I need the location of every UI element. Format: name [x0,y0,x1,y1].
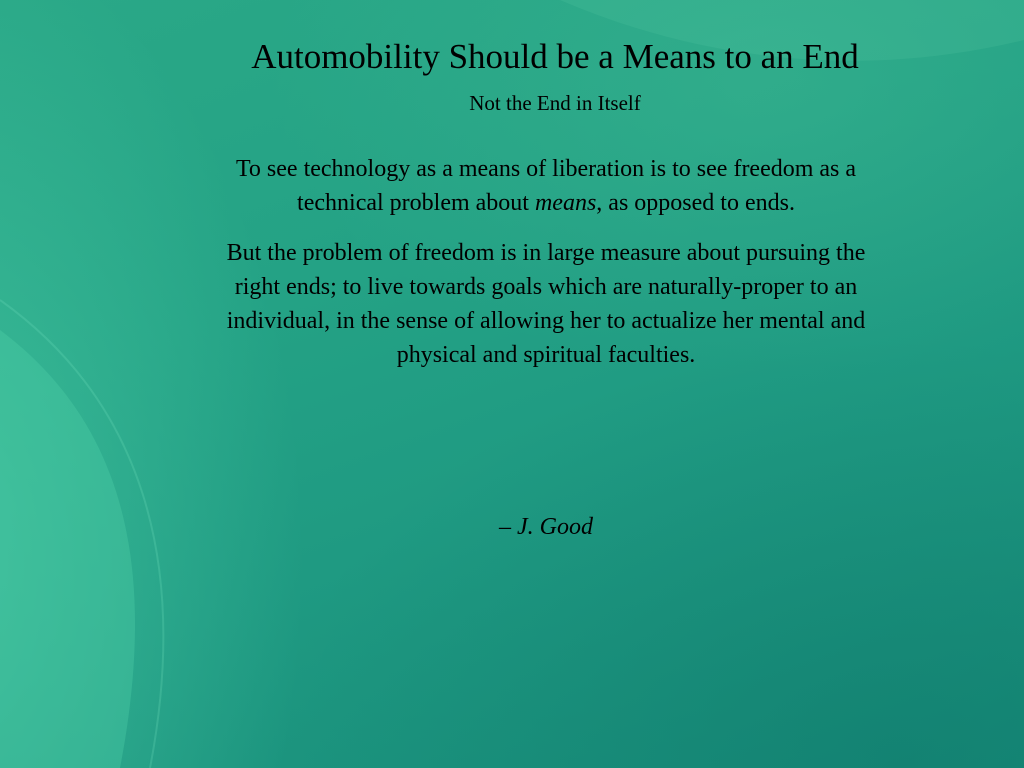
quote-paragraph-1 [226,152,866,220]
swoosh-light-band [0,330,135,768]
quote-body [226,152,866,372]
quote-paragraph-1-start: To see technology as a means of liberation is to see freedom as a technical problem about [235,156,857,216]
slide-subtitle: Not the End in Itself [469,91,641,115]
quote-paragraph-1-end: , as opposed to ends. [596,190,795,216]
emphasis-means: means [534,190,597,216]
quote-attribution: – J. Good [499,514,593,540]
quote-paragraph-2: But the problem of freedom is in large measure about pursuing the right ends; to live towards goals which are naturally-proper to an individual, in the sense of allowing her to actualize her mental and physical and spiritual faculties. [226,240,866,368]
slide-title: Automobility Should be a Means to an End [251,37,859,76]
